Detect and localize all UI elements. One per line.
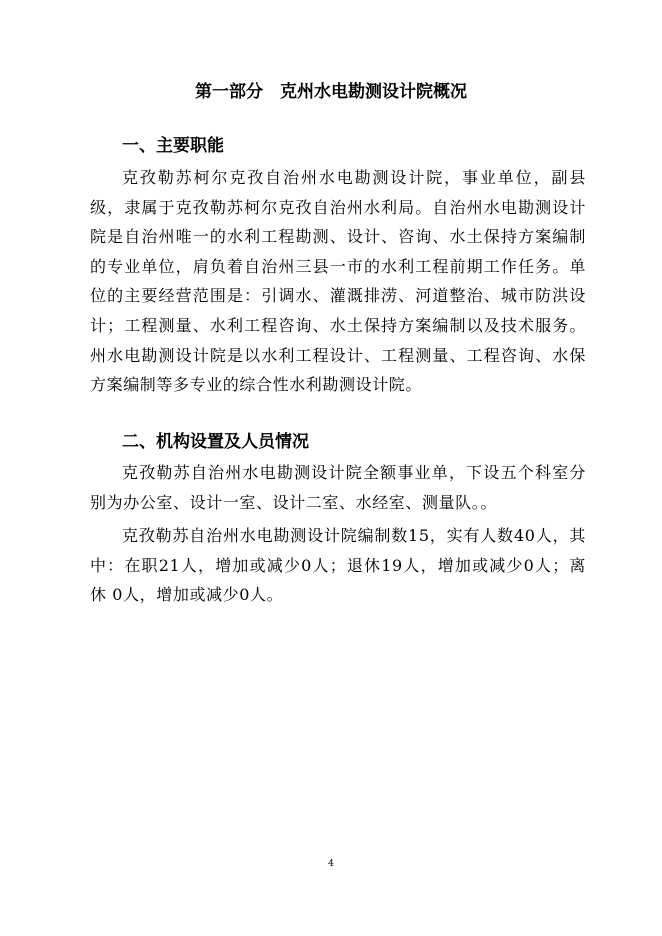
paragraph-main-functions: 克孜勒苏柯尔克孜自治州水电勘测设计院，事业单位，副县级，隶属于克孜勒苏柯尔克孜自治州水利局。自治州水电勘测设计院是自治州唯一的水利工程勘测、设计、咨询、水土保持方案编制的专业单位，肩负着自治州三县一市的水利工程前期工作任务。单位的主要经营范围是：引调水、灌溉排涝、河道整治、城市防洪设计；工程测量、水利工程咨询、水土保持方案编制以及技术服务。州水电勘测设计院是以水利工程设计、工程测量、工程咨询、水保方案编制等多专业的综合性水利勘测设计院。	[90, 168, 586, 395]
section-heading-main-functions: 一、主要职能	[122, 136, 224, 156]
page-number: 4	[328, 859, 334, 869]
section-heading-organization-staff: 二、机构设置及人员情况	[122, 432, 309, 452]
document-title: 第一部分 克州水电勘测设计院概况	[195, 82, 467, 102]
paragraph-staff-numbers: 克孜勒苏自治州水电勘测设计院编制数15，实有人数40人，其中：在职21人，增加或减少0人；退休19人，增加或减少0人；离休 0人，增加或减少0人。	[90, 526, 586, 605]
paragraph-organization: 克孜勒苏自治州水电勘测设计院全额事业单，下设五个科室分别为办公室、设计一室、设计二室、水经室、测量队。。	[90, 463, 586, 512]
